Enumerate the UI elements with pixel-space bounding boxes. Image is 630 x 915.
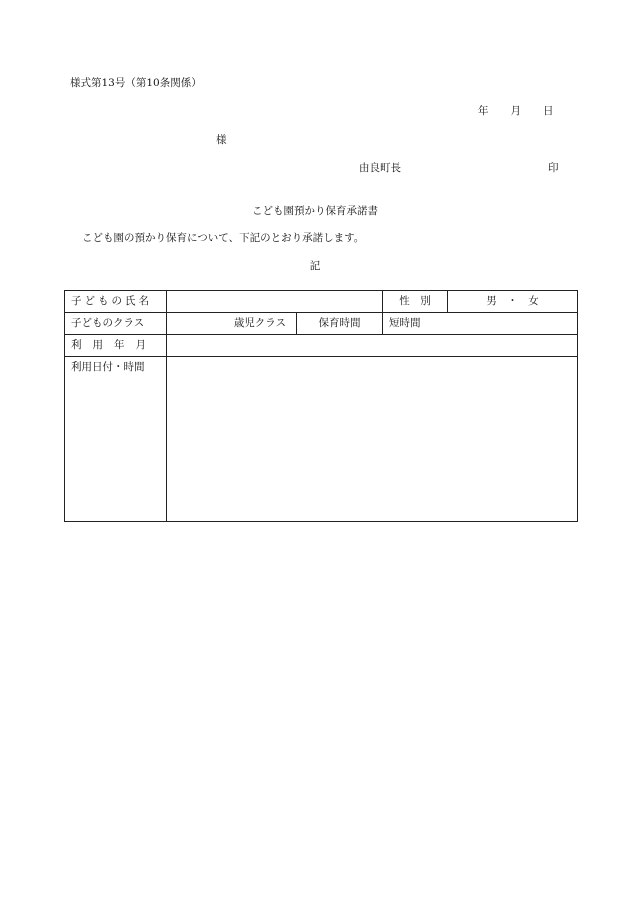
usage-datetime-label: 利用日付・時間 [65,357,167,522]
class-suffix: 歳児クラス [233,317,286,329]
care-time-value[interactable]: 短時間 [383,313,578,335]
table-row-usage-datetime [65,357,578,522]
usage-month-field[interactable] [167,335,578,357]
consent-form-table [64,290,578,522]
child-name-field[interactable] [167,291,383,313]
table-row-usage-month [65,335,578,357]
seal-mark: 印 [548,162,559,174]
child-name-label: 子どもの氏名 [65,291,167,313]
table-row-child-class [65,313,578,335]
date-line [478,106,554,117]
usage-datetime-field[interactable] [167,357,578,522]
document-title: こども園預かり保育承諾書 [252,205,378,217]
ki-mark: 記 [309,260,321,272]
date-day: 日 [543,105,554,117]
recipient-suffix: 様 [216,134,227,146]
usage-month-label: 利用年月 [65,335,167,357]
child-class-label: 子どものクラス [65,313,167,335]
gender-options[interactable]: 男 ・ 女 [448,291,578,313]
child-class-field[interactable] [167,313,297,335]
gender-label: 性 別 [383,291,448,313]
document-body: こども園の預かり保育について、下記のとおり承諾します。 [82,232,365,244]
date-month: 月 [510,105,521,117]
date-year: 年 [478,105,489,117]
table-row-child-name [65,291,578,313]
form-number: 様式第13号（第10条関係） [70,77,202,89]
issuer-name: 由良町長 [359,162,401,174]
care-time-label: 保育時間 [297,313,383,335]
